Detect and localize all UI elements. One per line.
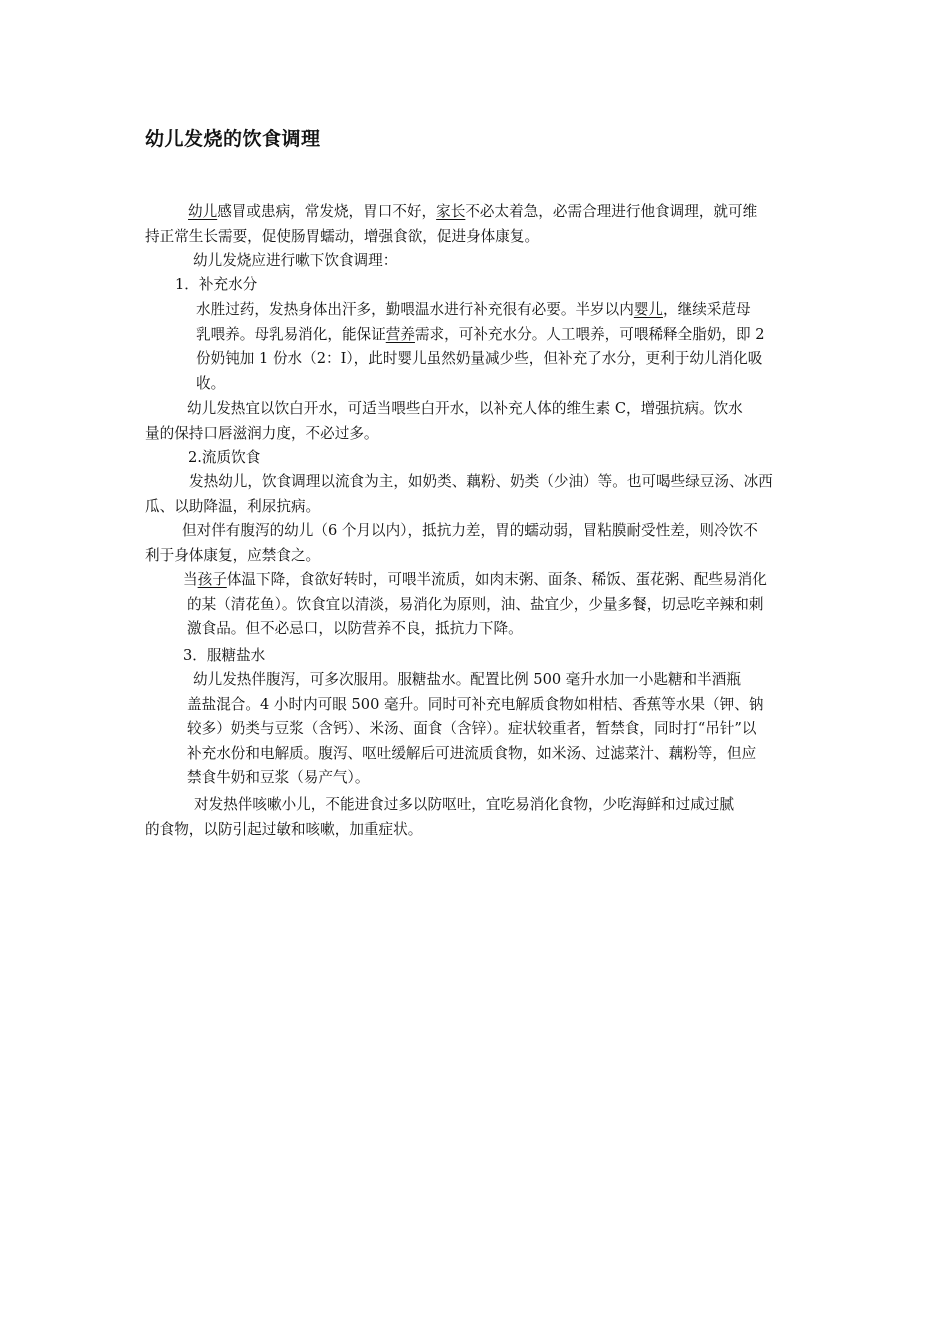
water-text-3: 乳喂养。母乳易消化，能保证: [196, 325, 386, 343]
semi-line-2: 的某（清花鱼）。饮食宜以清淡，易消化为原则，油、盐宜少，少量多餐，切忌吃辛辣和刺: [187, 595, 764, 613]
sugar-salt-paragraph: [187, 668, 808, 791]
intro-line-2: 持正常生长需要，促使肠胃蠕动，增强食欲，促进身体康复。: [145, 227, 540, 245]
diet-intro: 幼儿发烧应进行嗽下饮食调理：: [193, 252, 398, 269]
semi-liquid-paragraph: [183, 568, 808, 642]
semi-text: 当: [183, 571, 198, 588]
heading-water: 1．补充水分: [175, 276, 258, 293]
water-text-4: 需求，可补充水分。人工喂养，可喂稀释全脂奶，即 2: [414, 325, 765, 343]
diarrhea-paragraph: [145, 519, 807, 568]
water-paragraph: [196, 298, 808, 396]
sugar-line-5: 禁食牛奶和豆浆（易产气）。: [187, 769, 370, 786]
water-line-3: 份奶钝加 1 份水（2：I），此时婴儿虽然奶量减少些，但补充了水分，更利于幼儿消化吸: [196, 350, 763, 367]
boiled-line-2: 量的保持口唇滋润力度，不必过多。: [145, 424, 379, 442]
intro-text: 感冒或患病，常发烧，胃口不好，: [217, 203, 437, 220]
boiled-line-1: 幼儿发热宜以饮白开水，可适当喂些白开水，以补充人体的维生素 C，增强抗病。饮水: [187, 400, 743, 417]
link-jiazhang[interactable]: 家长: [436, 203, 466, 220]
link-yingyang[interactable]: 营养: [385, 325, 415, 343]
liquid-line-1: 发热幼儿，饮食调理以流食为主，如奶类、藕粉、奶类（少油）等。也可喝些绿豆汤、冰西: [189, 473, 773, 490]
sugar-line-3: 较多）奶类与豆浆（含钙）、米汤、面食（含锌）。症状较重者，暂禁食，同时打“吊针”以: [187, 720, 757, 737]
water-text: 水胜过药，发热身体出汗多，勤喂温水进行补充很有必要。半岁以内: [196, 301, 634, 318]
water-line-1: [196, 298, 808, 323]
link-youer[interactable]: 幼儿: [188, 203, 218, 220]
water-line-2: [196, 323, 808, 348]
semi-line-1: [183, 568, 808, 593]
cough-paragraph: [145, 793, 807, 842]
liquid-diet-paragraph: [145, 470, 807, 519]
page-title: 幼儿发烧的饮食调理: [145, 128, 321, 150]
cough-line-2: 的食物，以防引起过敏和咳嗽，加重症状。: [145, 820, 423, 838]
diarrhea-line-1: 但对伴有腹泻的幼儿（6 个月以内），抵抗力差，胃的蠕动弱，冒粘膜耐受性差，则冷饮不: [182, 522, 758, 539]
sugar-line-4: 补充水份和电解质。腹泻、呕吐缓解后可进流质食物，如米汤、过滤菜汁、藕粉等，但应: [187, 744, 757, 762]
intro-line-1: [145, 200, 807, 225]
heading-sugar-salt: 3．服糖盐水: [183, 647, 266, 664]
water-line-4: 收。: [196, 374, 226, 392]
diarrhea-line-2: 利于身体康复，应禁食之。: [145, 546, 321, 564]
cough-line-1: 对发热伴咳嗽小儿，不能进食过多以防呕吐，宜吃易消化食物，少吃海鲜和过咸过腻: [194, 796, 734, 813]
liquid-line-2: 瓜、以助降温，利尿抗病。: [145, 497, 321, 515]
boiled-water-paragraph: [145, 397, 807, 446]
link-haizi[interactable]: 孩子: [197, 571, 227, 588]
sugar-line-1: 幼儿发热伴腹泻，可多次服用。服糖盐水。配置比例 500 毫升水加一小匙糖和半酒瓶: [193, 671, 741, 688]
intro-text-2: 不必太着急，必需合理进行他食调理，就可维: [465, 203, 758, 220]
link-yinger[interactable]: 婴儿: [633, 301, 664, 318]
heading-liquid-diet: 2.流质饮食: [188, 449, 261, 466]
intro-paragraph: [145, 200, 807, 249]
semi-text-2: 体温下降，食欲好转时，可喂半流质，如肉末粥、面条、稀饭、蛋花粥、配些易消化: [226, 571, 767, 588]
water-text-2: ，继续采苊母: [663, 301, 751, 318]
sugar-line-2: 盖盐混合。4 小时内可眼 500 毫升。同时可补充电解质食物如柑桔、香蕉等水果（钾、钠: [187, 695, 764, 713]
semi-line-3: 激食品。但不必忌口，以防营养不良，抵抗力下降。: [187, 620, 523, 637]
